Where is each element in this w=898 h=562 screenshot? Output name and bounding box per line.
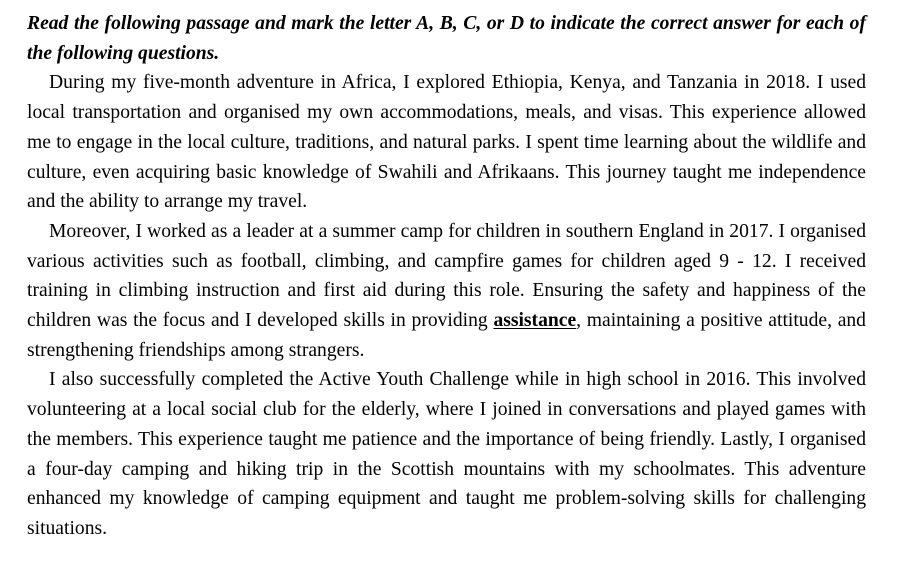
reading-passage: [27, 9, 866, 544]
paragraph-youth-challenge: I also successfully completed the Active Youth Challenge while in high school in 2016. This involved volunteering at a local social club for the elderly, where I joined in conversations and played games with the members. This experience taught me patience and the importance of being friendly. Lastly, I organised a four-day camping and hiking trip in the Scottish mountains with my schoolmates. This adventure enhanced my knowledge of camping equipment and taught me problem-solving skills for challenging situations.: [27, 369, 866, 539]
paragraph-summer-camp-text-before: Moreover, I worked as a leader at a summer camp for children in southern England in 2017. I organised various activities such as football, climbing, and campfire games for children aged 9 - 12. I received training in climbing instruction and first aid during this role. Ensuring the safety and happiness of the children was the focus and I developed skills in providing: [27, 220, 866, 332]
paragraph-africa-adventure: During my five-month adventure in Africa, I explored Ethiopia, Kenya, and Tanzania in 2018. I used local transportation and organised my own accommodations, meals, and visas. This experience allowed me to engage in the local culture, traditions, and natural parks. I spent time learning about the wildlife and culture, even acquiring basic knowledge of Swahili and Afrikaans. This journey taught me independence and the ability to arrange my travel.: [27, 72, 866, 213]
paragraph-summer-camp: [27, 217, 866, 366]
paragraph-summer-camp-text-after: , maintaining a positive attitude, and strengthening friendships among strangers.: [27, 310, 866, 361]
instruction-text: Read the following passage and mark the letter A, B, C, or D to indicate the correct answer for each of the following questions.: [27, 13, 866, 64]
underlined-keyword: assistance: [493, 310, 577, 332]
